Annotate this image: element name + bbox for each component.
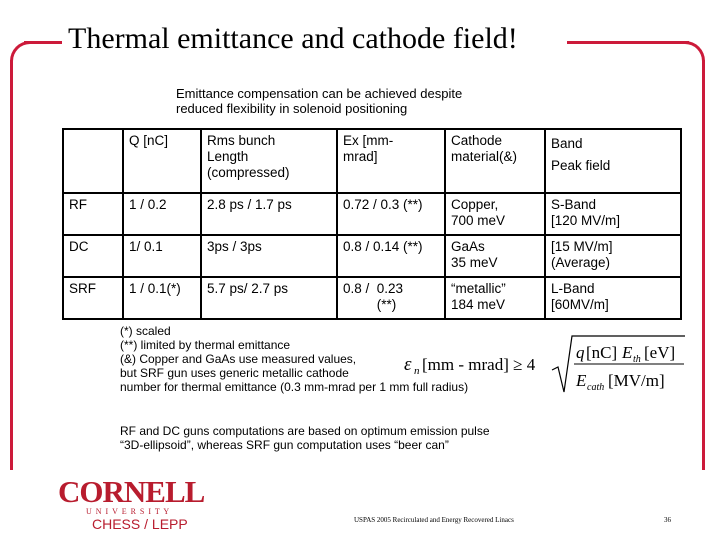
footnote-line: but SRF gun uses generic metallic cathode: [120, 366, 349, 380]
note-line: RF and DC guns computations are based on optimum emission pulse: [120, 424, 490, 438]
table-cell: DC: [63, 235, 123, 277]
footnote-line: (&) Copper and GaAs use measured values,: [120, 352, 357, 366]
table-cell: 1 / 0.2: [123, 193, 201, 235]
table-cell: “metallic” 184 meV: [445, 277, 545, 319]
denominator-E: E: [576, 371, 587, 390]
table-row: [63, 193, 681, 235]
slide-title: Thermal emittance and cathode field!: [68, 22, 518, 55]
table-cell: 2.8 ps / 1.7 ps: [201, 193, 337, 235]
header-cell: Q [nC]: [123, 129, 201, 193]
header-cell: Cathode material(&): [445, 129, 545, 193]
frame-top-right-line: [567, 41, 689, 44]
table-cell: SRF: [63, 277, 123, 319]
table-header-row: [63, 129, 681, 193]
footer-text: USPAS 2005 Recirculated and Energy Recovered Linacs: [354, 516, 514, 524]
numerator-E: E: [622, 343, 633, 362]
table-row: [63, 277, 681, 319]
frame-left-line: [10, 60, 13, 470]
table-cell: 0.72 / 0.3 (**): [337, 193, 445, 235]
footnote-line: (**) limited by thermal emittance: [120, 338, 291, 352]
table-cell: GaAs 35 meV: [445, 235, 545, 277]
table-cell: Copper, 700 meV: [445, 193, 545, 235]
page-number: 36: [664, 516, 671, 524]
numerator-sub: th: [633, 354, 641, 365]
numerator-q: q: [576, 343, 585, 362]
table-cell: 3ps / 3ps: [201, 235, 337, 277]
footnote-line: number for thermal emittance (0.3 mm-mrad per 1 mm full radius): [120, 380, 469, 394]
computation-note: [120, 424, 490, 452]
table-cell: 0.8 / 0.14 (**): [337, 235, 445, 277]
numerator-unit1: [nC]: [586, 343, 618, 362]
frame-corner-left: [10, 41, 35, 66]
table-cell: L-Band [60MV/m]: [545, 277, 681, 319]
header-cell: Rms bunch Length (compressed): [201, 129, 337, 193]
svg-text:CORNELL: CORNELL: [58, 476, 205, 509]
table-cell: RF: [63, 193, 123, 235]
denominator-sub: cath: [587, 382, 605, 393]
svg-text:U N I V E R S I T Y: U N I V E R S I T Y: [86, 507, 171, 516]
header-cell: [63, 129, 123, 193]
table-cell: S-Band [120 MV/m]: [545, 193, 681, 235]
intro-line: Emittance compensation can be achieved despite: [176, 86, 463, 101]
frame-right-line: [702, 60, 705, 470]
table-cell: [15 MV/m] (Average): [545, 235, 681, 277]
table-row: [63, 235, 681, 277]
epsilon-subscript: n: [414, 365, 420, 377]
emittance-formula: [400, 330, 690, 400]
formula-lhs: [mm - mrad] ≥ 4: [422, 355, 536, 374]
note-line: “3D-ellipsoid”, whereas SRF gun computation uses “beer can”: [120, 438, 449, 452]
frame-top-left-line: [24, 41, 62, 44]
table-cell: 1/ 0.1: [123, 235, 201, 277]
cornell-logo: [56, 476, 216, 516]
numerator-unit2: [eV]: [644, 343, 676, 362]
epsilon-symbol: ε: [404, 354, 412, 375]
footnote-line: (*) scaled: [120, 324, 171, 338]
table-cell: 1 / 0.1(*): [123, 277, 201, 319]
intro-line: reduced flexibility in solenoid positioning: [176, 101, 408, 116]
header-cell: Band Peak field: [545, 129, 681, 193]
table-cell: 0.8 / 0.23 (**): [337, 277, 445, 319]
comparison-table: [62, 128, 682, 320]
table-cell: 5.7 ps/ 2.7 ps: [201, 277, 337, 319]
denominator-unit: [MV/m]: [608, 371, 665, 390]
intro-text: [176, 86, 462, 116]
lab-name: CHESS / LEPP: [92, 516, 188, 532]
header-cell: Ex [mm- mrad]: [337, 129, 445, 193]
